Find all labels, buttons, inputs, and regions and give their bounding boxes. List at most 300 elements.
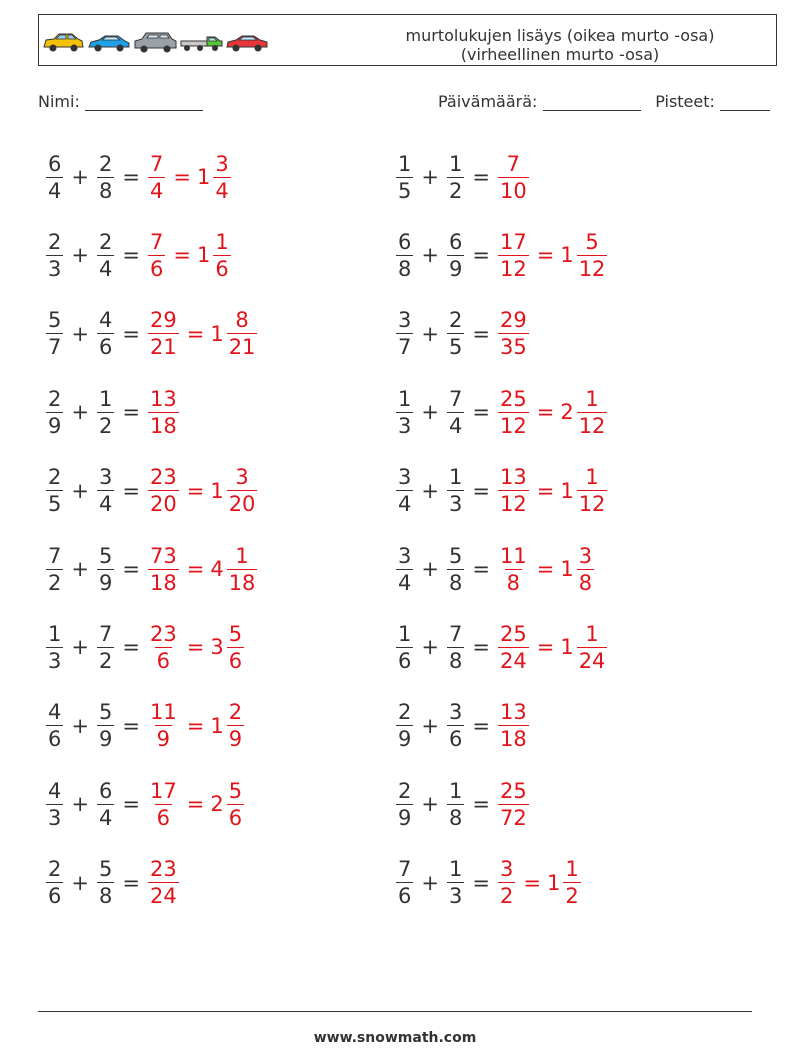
mixed-fraction: [227, 699, 244, 752]
numerator: 6: [98, 778, 113, 803]
mixed-fraction: [213, 151, 230, 204]
equals-sign: =: [536, 243, 555, 268]
date-field[interactable]: [438, 92, 641, 111]
addend-fraction-2: [97, 229, 114, 282]
numerator: 1: [398, 151, 412, 176]
mixed-number: [531, 229, 610, 282]
denominator: 72: [499, 805, 527, 830]
denominator: 24: [578, 648, 606, 673]
mixed-number: [531, 543, 596, 596]
numerator: 6: [48, 151, 62, 176]
answer: [146, 151, 233, 204]
numerator: 3: [499, 857, 514, 882]
numerator: 3: [98, 465, 113, 490]
whole-part: 2: [210, 792, 224, 817]
whole-part: 1: [210, 478, 224, 503]
numerator: 8: [235, 308, 249, 333]
denominator: 6: [48, 884, 62, 909]
denominator: 6: [398, 884, 412, 909]
numerator: 23: [149, 465, 177, 490]
denominator: 8: [448, 805, 463, 830]
equals-sign: =: [122, 870, 140, 895]
mixed-number: [531, 464, 610, 517]
denominator: 9: [98, 727, 113, 752]
denominator: 24: [149, 884, 177, 909]
equals-sign: =: [186, 713, 205, 738]
whole-part: 1: [210, 713, 224, 738]
addend-fraction-1: [396, 151, 413, 204]
numerator: 6: [398, 229, 412, 254]
answer: [146, 778, 246, 831]
numerator: 11: [149, 700, 177, 725]
numerator: 25: [499, 386, 527, 411]
mixed-number: [167, 229, 232, 282]
whole-part: 1: [560, 243, 574, 268]
equals-sign: =: [472, 635, 490, 660]
denominator: 6: [98, 335, 113, 360]
tow-truck-icon: [181, 37, 222, 51]
problem-item: [394, 612, 609, 682]
addend-fraction-1: [396, 778, 413, 831]
addend-fraction-2: [97, 856, 114, 909]
plus-sign: +: [421, 400, 439, 425]
problem-item: [394, 534, 596, 604]
denominator: 5: [448, 335, 463, 360]
denominator: 3: [448, 884, 463, 909]
answer: [496, 307, 531, 360]
addend-fraction-2: [97, 386, 114, 439]
numerator: 2: [48, 229, 62, 254]
numerator: 2: [98, 151, 113, 176]
whole-part: 1: [196, 165, 211, 189]
plus-sign: +: [71, 243, 89, 268]
numerator: 29: [499, 308, 527, 333]
addend-fraction-1: [396, 699, 413, 752]
numerator: 1: [448, 465, 463, 490]
denominator: 6: [215, 256, 229, 281]
answer-fraction: [148, 778, 179, 831]
mixed-fraction: [577, 464, 608, 517]
score-blank[interactable]: [720, 93, 770, 111]
numerator: 2: [48, 857, 62, 882]
answer: [496, 778, 531, 831]
equals-sign: =: [122, 557, 140, 581]
mixed-number: [181, 621, 246, 674]
mixed-fraction: [227, 543, 258, 596]
mixed-number: [181, 307, 260, 360]
name-label: Nimi:: [38, 92, 80, 111]
answer-fraction: [498, 543, 529, 596]
denominator: 4: [98, 492, 113, 517]
numerator: 1: [585, 386, 599, 411]
addend-fraction-2: [97, 464, 114, 517]
equals-sign: =: [472, 165, 490, 189]
name-field[interactable]: [38, 92, 203, 111]
answer-fraction: [148, 151, 165, 204]
plus-sign: +: [71, 713, 89, 738]
plus-sign: +: [71, 165, 89, 189]
denominator: 6: [228, 648, 243, 673]
denominator: 3: [448, 492, 463, 517]
denominator: 9: [448, 256, 463, 281]
title-line-2: (virheellinen murto -osa): [460, 45, 660, 64]
denominator: 2: [565, 884, 579, 909]
numerator: 4: [48, 778, 62, 803]
addend-fraction-1: [46, 856, 63, 909]
footer-divider: [38, 1011, 752, 1012]
answer-fraction: [148, 699, 179, 752]
numerator: 5: [448, 543, 463, 568]
whole-part: 1: [546, 870, 561, 895]
plus-sign: +: [71, 400, 89, 425]
problem-item: [44, 456, 259, 526]
denominator: 9: [398, 805, 412, 830]
addend-fraction-1: [46, 229, 63, 282]
numerator: 17: [149, 778, 177, 803]
answer: [146, 621, 246, 674]
plus-sign: +: [421, 870, 439, 895]
numerator: 7: [98, 621, 113, 646]
answer: [496, 386, 609, 439]
mixed-number: [181, 778, 246, 831]
date-blank[interactable]: [543, 93, 641, 111]
denominator: 9: [228, 727, 243, 752]
addend-fraction-1: [396, 229, 413, 282]
info-row: [38, 92, 770, 116]
addend-fraction-1: [46, 778, 63, 831]
addend-fraction-2: [447, 307, 464, 360]
denominator: 6: [156, 648, 171, 673]
answer-fraction: [498, 856, 515, 909]
denominator: 6: [156, 805, 171, 830]
denominator: 12: [578, 492, 606, 517]
addend-fraction-2: [97, 699, 114, 752]
addend-fraction-2: [447, 543, 464, 596]
denominator: 5: [398, 178, 412, 203]
denominator: 8: [578, 570, 593, 595]
plus-sign: +: [421, 478, 439, 503]
answer-fraction: [148, 229, 165, 282]
answer-fraction: [498, 464, 529, 517]
denominator: 3: [48, 805, 62, 830]
answer-fraction: [498, 386, 529, 439]
numerator: 4: [98, 308, 113, 333]
mixed-fraction: [563, 856, 580, 909]
plus-sign: +: [421, 243, 439, 268]
date-label: Päivämäärä:: [438, 92, 538, 111]
numerator: 2: [48, 465, 62, 490]
denominator: 18: [228, 570, 256, 595]
addend-fraction-2: [447, 621, 464, 674]
addend-fraction-1: [46, 621, 63, 674]
mixed-fraction: [227, 621, 244, 674]
mixed-number: [181, 543, 260, 596]
mixed-number: [517, 856, 582, 909]
plus-sign: +: [421, 713, 439, 738]
denominator: 18: [149, 570, 177, 595]
denominator: 6: [149, 256, 164, 281]
numerator: 13: [499, 465, 527, 490]
addend-fraction-1: [46, 151, 63, 204]
numerator: 4: [48, 700, 62, 725]
denominator: 9: [48, 413, 62, 438]
addend-fraction-1: [396, 543, 413, 596]
answer: [146, 543, 259, 596]
problem-item: [394, 769, 531, 839]
equals-sign: =: [536, 478, 555, 503]
numerator: 5: [228, 621, 243, 646]
denominator: 3: [398, 413, 412, 438]
red-car-icon: [227, 36, 267, 52]
answer-fraction: [498, 621, 529, 674]
mixed-number: [531, 621, 610, 674]
addend-fraction-1: [46, 464, 63, 517]
denominator: 2: [448, 178, 463, 203]
numerator: 5: [98, 857, 113, 882]
addend-fraction-2: [97, 307, 114, 360]
denominator: 6: [48, 727, 62, 752]
denominator: 4: [149, 178, 164, 203]
mixed-number: [167, 151, 232, 204]
numerator: 1: [98, 386, 113, 411]
answer: [146, 699, 246, 752]
answer-fraction: [498, 699, 529, 752]
denominator: 35: [499, 335, 527, 360]
denominator: 4: [398, 492, 412, 517]
yellow-car-icon: [44, 34, 83, 52]
equals-sign: =: [173, 243, 191, 268]
addend-fraction-2: [447, 778, 464, 831]
problem-item: [44, 848, 181, 918]
equals-sign: =: [472, 243, 490, 268]
equals-sign: =: [472, 870, 490, 895]
numerator: 5: [585, 229, 599, 254]
numerator: 3: [398, 308, 412, 333]
denominator: 9: [98, 570, 113, 595]
footer-url: www.snowmath.com: [313, 1030, 477, 1046]
answer-fraction: [148, 856, 179, 909]
numerator: 7: [506, 151, 521, 176]
mixed-fraction: [213, 229, 230, 282]
addend-fraction-2: [97, 543, 114, 596]
plus-sign: +: [71, 870, 89, 895]
numerator: 2: [48, 386, 62, 411]
numerator: 6: [448, 229, 463, 254]
equals-sign: =: [122, 792, 140, 817]
denominator: 7: [398, 335, 412, 360]
worksheet-title: [380, 26, 740, 64]
whole-part: 1: [196, 243, 211, 268]
denominator: 5: [48, 492, 62, 517]
denominator: 18: [149, 413, 177, 438]
blue-car-icon: [89, 36, 129, 52]
mixed-fraction: [577, 621, 608, 674]
header-box: [38, 14, 777, 66]
addend-fraction-2: [447, 856, 464, 909]
addend-fraction-1: [46, 543, 63, 596]
problem-item: [44, 220, 233, 290]
numerator: 5: [98, 700, 113, 725]
numerator: 7: [448, 621, 463, 646]
equals-sign: =: [186, 478, 205, 503]
denominator: 18: [499, 727, 527, 752]
score-label: Pisteet:: [655, 92, 715, 111]
denominator: 3: [48, 256, 62, 281]
numerator: 25: [499, 621, 527, 646]
denominator: 8: [98, 884, 113, 909]
denominator: 3: [48, 648, 62, 673]
denominator: 8: [98, 178, 113, 203]
plus-sign: +: [71, 321, 89, 346]
denominator: 20: [149, 492, 177, 517]
problem-item: [44, 142, 233, 212]
denominator: 4: [98, 256, 113, 281]
problem-item: [44, 769, 246, 839]
denominator: 6: [398, 648, 412, 673]
plus-sign: +: [71, 478, 89, 503]
numerator: 7: [398, 857, 412, 882]
denominator: 2: [98, 648, 113, 673]
answer: [496, 856, 583, 909]
addend-fraction-2: [447, 229, 464, 282]
numerator: 25: [499, 778, 527, 803]
numerator: 1: [48, 621, 62, 646]
mixed-fraction: [227, 464, 258, 517]
mixed-number: [181, 464, 260, 517]
denominator: 7: [48, 335, 62, 360]
problem-item: [44, 299, 259, 369]
equals-sign: =: [122, 321, 140, 346]
gray-suv-icon: [135, 33, 176, 53]
numerator: 1: [398, 621, 412, 646]
equals-sign: =: [122, 635, 140, 660]
equals-sign: =: [122, 713, 140, 738]
numerator: 1: [585, 465, 599, 490]
equals-sign: =: [472, 400, 490, 425]
problem-item: [394, 456, 609, 526]
denominator: 4: [98, 805, 113, 830]
whole-part: 1: [210, 321, 224, 346]
denominator: 21: [228, 335, 256, 360]
problem-item: [44, 612, 246, 682]
numerator: 1: [398, 386, 412, 411]
plus-sign: +: [421, 635, 439, 660]
answer: [496, 464, 609, 517]
denominator: 12: [499, 492, 527, 517]
numerator: 1: [448, 151, 463, 176]
numerator: 3: [235, 465, 249, 490]
denominator: 8: [398, 256, 412, 281]
numerator: 11: [499, 543, 527, 568]
car-icons: [42, 27, 268, 55]
whole-part: 4: [210, 557, 224, 581]
name-blank[interactable]: [85, 93, 203, 111]
answer: [146, 307, 259, 360]
plus-sign: +: [421, 557, 439, 581]
addend-fraction-1: [46, 699, 63, 752]
mixed-fraction: [577, 229, 608, 282]
answer: [496, 229, 609, 282]
numerator: 3: [215, 151, 229, 176]
whole-part: 3: [210, 635, 224, 660]
problem-item: [394, 299, 531, 369]
addend-fraction-2: [97, 778, 114, 831]
answer-fraction: [498, 229, 529, 282]
numerator: 2: [228, 700, 243, 725]
numerator: 7: [149, 229, 164, 254]
mixed-fraction: [577, 386, 608, 439]
numerator: 3: [578, 543, 593, 568]
denominator: 4: [448, 413, 463, 438]
answer: [496, 621, 609, 674]
numerator: 3: [398, 465, 412, 490]
addend-fraction-1: [46, 307, 63, 360]
numerator: 5: [228, 778, 243, 803]
denominator: 6: [228, 805, 243, 830]
numerator: 2: [98, 229, 113, 254]
plus-sign: +: [71, 635, 89, 660]
addend-fraction-1: [396, 464, 413, 517]
numerator: 2: [398, 700, 412, 725]
numerator: 5: [48, 308, 62, 333]
answer-fraction: [498, 151, 529, 204]
answer-fraction: [148, 464, 179, 517]
problem-item: [394, 220, 609, 290]
numerator: 1: [565, 857, 579, 882]
whole-part: 1: [560, 557, 574, 581]
numerator: 2: [448, 308, 463, 333]
plus-sign: +: [71, 557, 89, 581]
numerator: 1: [585, 621, 599, 646]
denominator: 2: [499, 884, 514, 909]
whole-part: 2: [560, 400, 574, 425]
equals-sign: =: [122, 243, 140, 268]
equals-sign: =: [122, 478, 140, 503]
denominator: 4: [215, 178, 229, 203]
equals-sign: =: [472, 478, 490, 503]
answer-fraction: [498, 778, 529, 831]
equals-sign: =: [472, 713, 490, 738]
equals-sign: =: [122, 165, 140, 189]
answer: [146, 856, 181, 909]
answer-fraction: [148, 543, 179, 596]
answer: [496, 699, 531, 752]
score-field[interactable]: [655, 92, 770, 111]
addend-fraction-2: [447, 699, 464, 752]
whole-part: 1: [560, 635, 574, 660]
numerator: 13: [149, 386, 177, 411]
denominator: 12: [499, 256, 527, 281]
problem-item: [44, 534, 259, 604]
numerator: 13: [499, 700, 527, 725]
mixed-fraction: [227, 307, 258, 360]
mixed-number: [531, 386, 610, 439]
denominator: 12: [578, 413, 606, 438]
plus-sign: +: [421, 165, 439, 189]
denominator: 12: [499, 413, 527, 438]
numerator: 1: [215, 229, 229, 254]
equals-sign: =: [536, 400, 555, 425]
answer-fraction: [148, 307, 179, 360]
problem-item: [394, 848, 583, 918]
addend-fraction-2: [97, 621, 114, 674]
problem-item: [44, 691, 246, 761]
numerator: 7: [48, 543, 62, 568]
denominator: 9: [156, 727, 171, 752]
denominator: 24: [499, 648, 527, 673]
denominator: 8: [448, 648, 463, 673]
denominator: 6: [448, 727, 463, 752]
